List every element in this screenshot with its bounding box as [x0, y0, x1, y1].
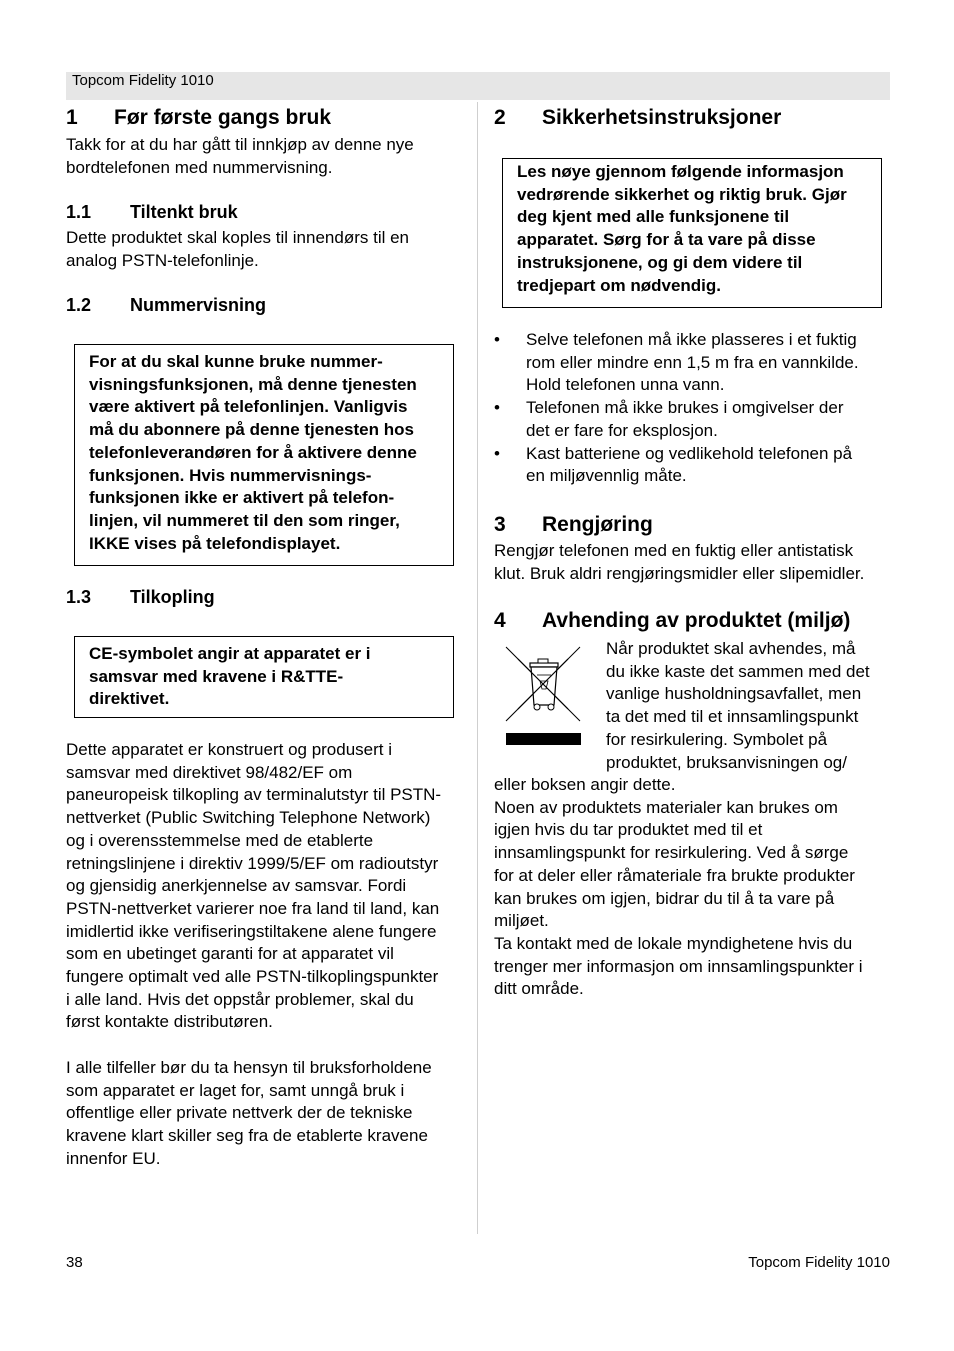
text-line: kan brukes om igjen, bidrar du til å ta vare på: [494, 888, 835, 908]
section-title: Avhending av produktet (miljø): [542, 609, 851, 632]
text-line: det er fare for eksplosjon.: [526, 420, 718, 440]
caller-id-notice-box: [74, 344, 454, 566]
text-line: Ta kontakt med de lokale myndighetene hvis du: [494, 933, 853, 953]
section-2-heading: [494, 105, 781, 131]
header-title: Topcom Fidelity 1010: [72, 72, 214, 89]
list-item: [494, 329, 890, 397]
notice-line: visningsfunksjonen, må denne tjenesten: [89, 374, 417, 394]
bullet-icon: •: [494, 443, 500, 463]
text-line: Telefonen må ikke brukes i omgivelser der: [526, 398, 844, 418]
text-line: Selve telefonen må ikke plasseres i et fuktig: [526, 330, 857, 349]
footer-title: Topcom Fidelity 1010: [748, 1254, 890, 1271]
section-3-text: [494, 540, 864, 585]
section-3-heading: [494, 512, 653, 538]
notice-line: funksjonen ikke er aktivert på telefon-: [89, 488, 395, 508]
text-line: Rengjør telefonen med en fuktig eller antistatisk: [494, 541, 854, 560]
section-title: Sikkerhetsinstruksjoner: [542, 106, 782, 129]
text-line: rom eller mindre enn 1,5 m fra en vannkilde.: [526, 352, 859, 372]
text-line: først kontakte distributøren.: [66, 1012, 273, 1032]
section-number: 1.2: [66, 295, 92, 315]
section-title: Før første gangs bruk: [114, 106, 332, 129]
text-line: Kast batteriene og vedlikehold telefonen på: [526, 443, 853, 463]
section-1-1-heading: [66, 201, 238, 223]
text-line: Når produktet skal avhendes, må: [606, 639, 856, 658]
section-number: 4: [494, 609, 506, 632]
notice-line: funksjonen. Hvis nummervisnings-: [89, 465, 372, 485]
disposal-text: [494, 774, 863, 1001]
text-line: innenfor EU.: [66, 1148, 161, 1168]
notice-line: apparatet. Sørg for å ta vare på disse: [517, 230, 816, 250]
text-line: klut. Bruk aldri rengjøringsmidler eller slipemidler.: [494, 563, 865, 583]
notice-line: telefonleverandøren for å aktivere denne: [89, 442, 417, 462]
notice-line: må du abonnere på denne tjenesten hos: [89, 420, 414, 440]
section-1-1-text: [66, 227, 409, 272]
section-1-2-heading: [66, 294, 266, 316]
text-line: for resirkulering. Symbolet på: [606, 729, 828, 749]
text-line: vanlige husholdningsavfallet, men: [606, 684, 862, 704]
section-1-text: [66, 134, 414, 179]
section-number: 1: [66, 106, 78, 129]
section-number: 1.3: [66, 587, 92, 607]
section-4-heading: [494, 608, 850, 634]
text-line: Takk for at du har gått til innkjøp av denne nye: [66, 135, 414, 154]
page-number: 38: [66, 1254, 83, 1271]
notice-line: IKKE vises på telefondisplayet.: [89, 533, 341, 553]
text-line: og gjensidig anerkjennelse av samsvar. Fordi: [66, 876, 407, 896]
notice-line: instruksjonene, og gi dem videre til: [517, 252, 803, 272]
text-line: innsamlingspunkt for resirkulering. Ved å sørge: [494, 843, 849, 863]
connection-paragraph-1: [66, 739, 441, 1034]
section-1-3-heading: [66, 586, 215, 608]
notice-line: deg kjent med alle funksjonene til: [517, 207, 790, 227]
text-line: som en ubetinget garanti for at apparatet vil: [66, 944, 394, 964]
text-line: du ikke kaste det sammen med det: [606, 661, 870, 681]
section-title: Rengjøring: [542, 513, 653, 536]
safety-bullet-list: [494, 329, 890, 488]
text-line: PSTN-nettverket varierer noe fra land til land, kan: [66, 898, 440, 918]
text-line: Dette apparatet er konstruert og produsert i: [66, 740, 393, 759]
text-line: Dette produktet skal koples til innendørs til en: [66, 228, 410, 247]
list-item: [494, 443, 890, 488]
notice-line: Les nøye gjennom følgende informasjon: [517, 162, 844, 181]
text-line: paneuropeisk tilkopling av terminalutstyr til PSTN-: [66, 785, 442, 805]
text-line: imidlertid ikke verifiseringstiltakene alene fungere: [66, 921, 437, 941]
text-line: samsvar med direktivet 98/482/EF om: [66, 762, 353, 782]
text-line: trenger mer informasjon om innsamlingspunkter i: [494, 956, 863, 976]
text-line: en miljøvennlig måte.: [526, 466, 687, 486]
notice-line: tredjepart om nødvendig.: [517, 275, 722, 295]
connection-paragraph-2: [66, 1057, 432, 1171]
notice-line: For at du skal kunne bruke nummer-: [89, 352, 383, 371]
notice-line: CE-symbolet angir at apparatet er i: [89, 644, 371, 663]
text-line: ta det med til et innsamlingspunkt: [606, 707, 859, 727]
disposal-text-beside-icon: [606, 638, 870, 774]
text-line: bordtelefonen med nummervisning.: [66, 157, 333, 177]
text-line: og i overensstemmelse med de etablerte: [66, 830, 374, 850]
notice-line: linjen, vil nummeret til den som ringer,: [89, 510, 400, 530]
list-item: [494, 397, 890, 442]
text-line: I alle tilfeller bør du ta hensyn til bruksforholdene: [66, 1058, 432, 1077]
text-line: for at deler eller råmateriale fra brukte produkter: [494, 865, 855, 885]
text-line: offentlige eller private nettverk der de tekniske: [66, 1103, 413, 1123]
bullet-icon: •: [494, 398, 500, 418]
safety-notice-box: [502, 158, 882, 308]
text-line: eller boksen angir dette.: [494, 775, 676, 794]
text-line: analog PSTN-telefonlinje.: [66, 250, 259, 270]
section-number: 3: [494, 513, 506, 536]
section-title: Tilkopling: [130, 587, 215, 607]
section-number: 1.1: [66, 202, 92, 222]
notice-line: samsvar med kravene i R&TTE-: [89, 666, 344, 686]
text-line: nettverket (Public Switching Telephone Network): [66, 808, 431, 828]
text-line: fungere optimalt ved alle PSTN-tilkoplingspunkter: [66, 967, 439, 987]
section-1-heading: [66, 105, 331, 131]
text-line: kravene klart skiller seg fra de etablerte kravene: [66, 1126, 428, 1146]
crossed-out-wheelie-bin-icon: [504, 645, 582, 747]
ce-notice-box: [74, 636, 454, 718]
text-line: retningslinjene i direktiv 1999/5/EF om radioutstyr: [66, 853, 439, 873]
column-divider: [477, 102, 478, 1234]
text-line: produktet, bruksanvisningen og/: [606, 752, 847, 772]
text-line: som apparatet er laget for, samt unngå bruk i: [66, 1080, 405, 1100]
text-line: miljøet.: [494, 911, 549, 931]
text-line: igjen hvis du tar produktet med til et: [494, 820, 763, 840]
text-line: i alle land. Hvis det oppstår problemer, skal du: [66, 989, 414, 1009]
notice-line: være aktivert på telefonlinjen. Vanligvis: [89, 397, 408, 417]
text-line: Hold telefonen unna vann.: [526, 375, 725, 395]
section-title: Nummervisning: [130, 295, 267, 315]
bullet-icon: •: [494, 330, 500, 349]
section-title: Tiltenkt bruk: [130, 202, 238, 222]
notice-line: vedrørende sikkerhet og riktig bruk. Gjør: [517, 184, 847, 204]
text-line: ditt område.: [494, 979, 584, 999]
section-number: 2: [494, 106, 506, 129]
notice-line: direktivet.: [89, 689, 170, 709]
text-line: Noen av produktets materialer kan brukes om: [494, 797, 838, 817]
